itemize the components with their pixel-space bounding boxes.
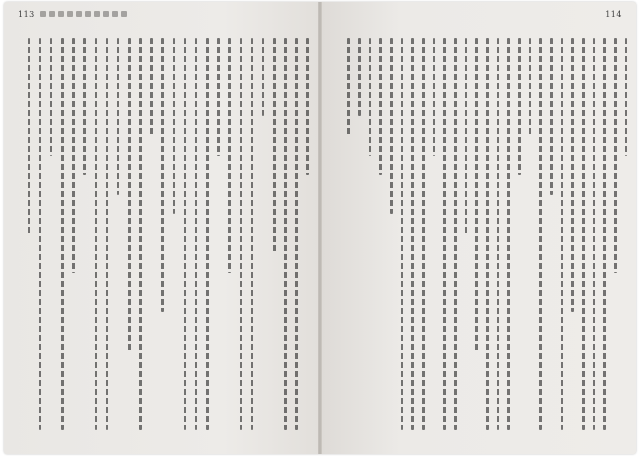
text-column: [539, 38, 542, 430]
text-column: [411, 38, 414, 430]
text-column: [614, 38, 617, 273]
right-page-number: 114: [605, 10, 622, 19]
text-column: [295, 38, 298, 430]
left-page-number: 113: [18, 10, 35, 19]
text-column: [106, 38, 109, 430]
text-column: [465, 38, 468, 234]
text-column: [347, 38, 350, 136]
text-column: [379, 38, 382, 175]
text-column: [306, 38, 309, 175]
left-running-head: [40, 10, 127, 18]
text-column: [401, 38, 404, 430]
text-column: [582, 38, 585, 430]
text-column: [273, 38, 276, 254]
text-column: [240, 38, 243, 430]
text-column: [454, 38, 457, 430]
text-column: [571, 38, 574, 312]
text-column: [507, 38, 510, 430]
text-column: [561, 38, 564, 430]
text-column: [486, 38, 489, 430]
text-column: [550, 38, 553, 195]
text-column: [262, 38, 265, 116]
text-column: [61, 38, 64, 430]
text-column: [95, 38, 98, 430]
text-column: [390, 38, 393, 214]
text-column: [475, 38, 478, 352]
text-column: [593, 38, 596, 430]
text-column: [369, 38, 372, 156]
text-column: [625, 38, 628, 156]
text-column: [217, 38, 220, 156]
text-column: [443, 38, 446, 430]
text-column: [603, 38, 606, 430]
text-column: [39, 38, 42, 430]
left-page: [4, 2, 318, 454]
text-column: [83, 38, 86, 175]
text-column: [173, 38, 176, 214]
left-text-block: [22, 38, 312, 430]
text-column: [50, 38, 53, 156]
text-column: [72, 38, 75, 273]
right-text-block: [342, 38, 630, 430]
text-column: [128, 38, 131, 352]
text-column: [251, 38, 254, 430]
book-spread: [4, 2, 636, 454]
text-column: [117, 38, 120, 195]
text-column: [206, 38, 209, 430]
text-column: [433, 38, 436, 156]
text-column: [529, 38, 532, 136]
right-page: [322, 2, 636, 454]
text-column: [518, 38, 521, 175]
text-column: [228, 38, 231, 273]
text-column: [184, 38, 187, 430]
text-column: [358, 38, 361, 116]
text-column: [150, 38, 153, 136]
text-column: [195, 38, 198, 430]
text-column: [161, 38, 164, 312]
text-column: [139, 38, 142, 430]
text-column: [422, 38, 425, 430]
text-column: [284, 38, 287, 430]
text-column: [28, 38, 31, 234]
text-column: [497, 38, 500, 430]
